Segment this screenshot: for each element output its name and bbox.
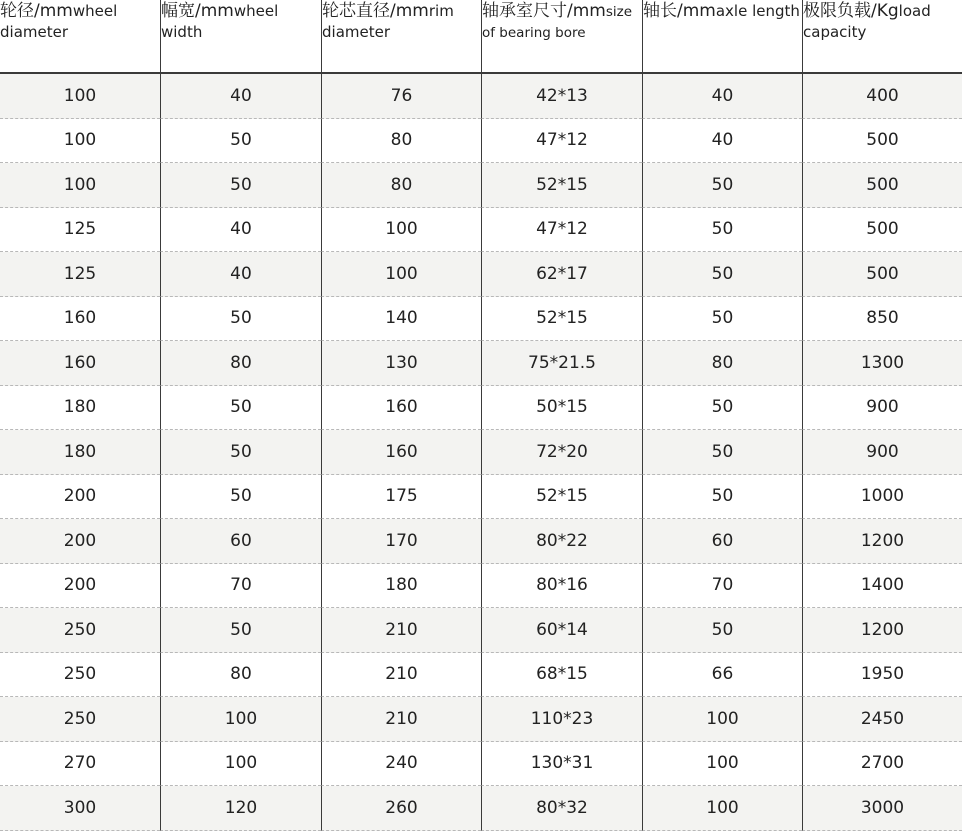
column-header-load-capacity — [802, 0, 962, 74]
column-header-cn-label: 轮径/mm — [0, 1, 73, 21]
table-cell-wheel-diameter: 250 — [0, 608, 160, 653]
table-cell-load-capacity: 1950 — [802, 653, 962, 698]
table-cell-rim-diameter: 260 — [321, 786, 481, 831]
table-cell-bearing-bore: 130*31 — [481, 742, 642, 787]
table-cell-wheel-width: 50 — [160, 297, 321, 342]
table-cell-wheel-width: 80 — [160, 653, 321, 698]
table-cell-wheel-diameter: 200 — [0, 519, 160, 564]
table-cell-load-capacity: 900 — [802, 430, 962, 475]
table-cell-wheel-width: 40 — [160, 74, 321, 119]
table-cell-wheel-diameter: 100 — [0, 163, 160, 208]
table-cell-rim-diameter: 160 — [321, 386, 481, 431]
column-header-bearing-bore — [481, 0, 642, 74]
table-cell-axle-length: 70 — [642, 564, 802, 609]
table-cell-bearing-bore: 80*32 — [481, 786, 642, 831]
table-cell-load-capacity: 500 — [802, 119, 962, 164]
table-cell-rim-diameter: 76 — [321, 74, 481, 119]
table-cell-wheel-width: 50 — [160, 119, 321, 164]
table-cell-wheel-width: 80 — [160, 341, 321, 386]
table-cell-wheel-width: 100 — [160, 697, 321, 742]
table-cell-bearing-bore: 60*14 — [481, 608, 642, 653]
column-header-cn-label: 轮芯直径/mm — [322, 1, 429, 21]
table-cell-bearing-bore: 110*23 — [481, 697, 642, 742]
table-cell-wheel-diameter: 125 — [0, 208, 160, 253]
table-cell-wheel-diameter: 125 — [0, 252, 160, 297]
table-cell-bearing-bore: 52*15 — [481, 475, 642, 520]
column-header-en-label: wheel width — [161, 2, 279, 42]
table-cell-rim-diameter: 210 — [321, 653, 481, 698]
table-cell-axle-length: 100 — [642, 697, 802, 742]
table-cell-axle-length: 50 — [642, 608, 802, 653]
table-cell-axle-length: 80 — [642, 341, 802, 386]
column-header-en-label: size of bearing bore — [482, 4, 633, 42]
table-cell-bearing-bore: 72*20 — [481, 430, 642, 475]
table-cell-wheel-diameter: 180 — [0, 430, 160, 475]
table-cell-axle-length: 66 — [642, 653, 802, 698]
table-cell-wheel-width: 50 — [160, 163, 321, 208]
table-cell-rim-diameter: 100 — [321, 208, 481, 253]
table-cell-wheel-width: 120 — [160, 786, 321, 831]
table-cell-bearing-bore: 47*12 — [481, 119, 642, 164]
table-cell-wheel-diameter: 160 — [0, 297, 160, 342]
table-cell-wheel-diameter: 300 — [0, 786, 160, 831]
table-cell-wheel-diameter: 250 — [0, 653, 160, 698]
table-cell-rim-diameter: 210 — [321, 608, 481, 653]
table-cell-load-capacity: 2700 — [802, 742, 962, 787]
table-cell-axle-length: 100 — [642, 742, 802, 787]
column-header-axle-length — [642, 0, 802, 74]
column-header-cn-label: 幅宽/mm — [161, 1, 234, 21]
table-cell-axle-length: 100 — [642, 786, 802, 831]
table-cell-wheel-width: 40 — [160, 208, 321, 253]
column-header-en-label: wheel diameter — [0, 2, 118, 42]
table-cell-load-capacity: 1400 — [802, 564, 962, 609]
table-cell-axle-length: 40 — [642, 74, 802, 119]
table-cell-bearing-bore: 47*12 — [481, 208, 642, 253]
table-cell-wheel-diameter: 250 — [0, 697, 160, 742]
table-cell-axle-length: 50 — [642, 163, 802, 208]
table-cell-rim-diameter: 175 — [321, 475, 481, 520]
table-cell-rim-diameter: 240 — [321, 742, 481, 787]
table-cell-load-capacity: 500 — [802, 252, 962, 297]
table-cell-rim-diameter: 140 — [321, 297, 481, 342]
column-header-cn-label: 轴承室尺寸/mm — [482, 1, 606, 21]
table-cell-bearing-bore: 68*15 — [481, 653, 642, 698]
table-cell-bearing-bore: 80*22 — [481, 519, 642, 564]
table-cell-rim-diameter: 170 — [321, 519, 481, 564]
table-cell-axle-length: 50 — [642, 430, 802, 475]
column-header-en-label: load capacity — [803, 2, 931, 42]
column-header-cn-label: 极限负载/Kg — [803, 1, 899, 21]
table-cell-rim-diameter: 100 — [321, 252, 481, 297]
table-cell-load-capacity: 1300 — [802, 341, 962, 386]
table-cell-axle-length: 50 — [642, 475, 802, 520]
table-cell-wheel-diameter: 200 — [0, 475, 160, 520]
table-cell-rim-diameter: 180 — [321, 564, 481, 609]
table-cell-wheel-width: 100 — [160, 742, 321, 787]
table-cell-wheel-diameter: 100 — [0, 74, 160, 119]
table-cell-load-capacity: 400 — [802, 74, 962, 119]
column-header-rim-diameter — [321, 0, 481, 74]
table-cell-axle-length: 60 — [642, 519, 802, 564]
table-cell-load-capacity: 3000 — [802, 786, 962, 831]
table-cell-rim-diameter: 80 — [321, 119, 481, 164]
table-cell-axle-length: 50 — [642, 252, 802, 297]
table-cell-rim-diameter: 80 — [321, 163, 481, 208]
table-cell-wheel-diameter: 200 — [0, 564, 160, 609]
table-cell-bearing-bore: 50*15 — [481, 386, 642, 431]
column-header-wheel-diameter — [0, 0, 160, 74]
table-cell-load-capacity: 2450 — [802, 697, 962, 742]
table-cell-load-capacity: 500 — [802, 163, 962, 208]
table-cell-wheel-width: 50 — [160, 386, 321, 431]
table-cell-wheel-diameter: 270 — [0, 742, 160, 787]
column-header-cn-label: 轴长/mm — [643, 1, 716, 21]
table-cell-axle-length: 40 — [642, 119, 802, 164]
table-cell-load-capacity: 500 — [802, 208, 962, 253]
table-cell-bearing-bore: 75*21.5 — [481, 341, 642, 386]
table-cell-bearing-bore: 42*13 — [481, 74, 642, 119]
column-header-wheel-width — [160, 0, 321, 74]
table-cell-wheel-width: 60 — [160, 519, 321, 564]
table-cell-load-capacity: 1200 — [802, 608, 962, 653]
table-cell-wheel-diameter: 160 — [0, 341, 160, 386]
table-cell-wheel-width: 50 — [160, 430, 321, 475]
table-cell-rim-diameter: 160 — [321, 430, 481, 475]
table-cell-rim-diameter: 130 — [321, 341, 481, 386]
table-cell-load-capacity: 1000 — [802, 475, 962, 520]
table-cell-wheel-diameter: 100 — [0, 119, 160, 164]
table-cell-wheel-width: 40 — [160, 252, 321, 297]
table-cell-load-capacity: 900 — [802, 386, 962, 431]
column-header-en-label: rim diameter — [322, 2, 454, 42]
table-cell-load-capacity: 1200 — [802, 519, 962, 564]
table-cell-wheel-width: 70 — [160, 564, 321, 609]
table-cell-bearing-bore: 52*15 — [481, 297, 642, 342]
table-cell-rim-diameter: 210 — [321, 697, 481, 742]
table-cell-wheel-diameter: 180 — [0, 386, 160, 431]
table-cell-wheel-width: 50 — [160, 475, 321, 520]
table-cell-axle-length: 50 — [642, 208, 802, 253]
table-cell-axle-length: 50 — [642, 386, 802, 431]
table-cell-load-capacity: 850 — [802, 297, 962, 342]
table-cell-bearing-bore: 80*16 — [481, 564, 642, 609]
table-cell-bearing-bore: 62*17 — [481, 252, 642, 297]
table-cell-bearing-bore: 52*15 — [481, 163, 642, 208]
table-cell-axle-length: 50 — [642, 297, 802, 342]
column-header-en-label: axle length — [715, 2, 800, 20]
table-cell-wheel-width: 50 — [160, 608, 321, 653]
